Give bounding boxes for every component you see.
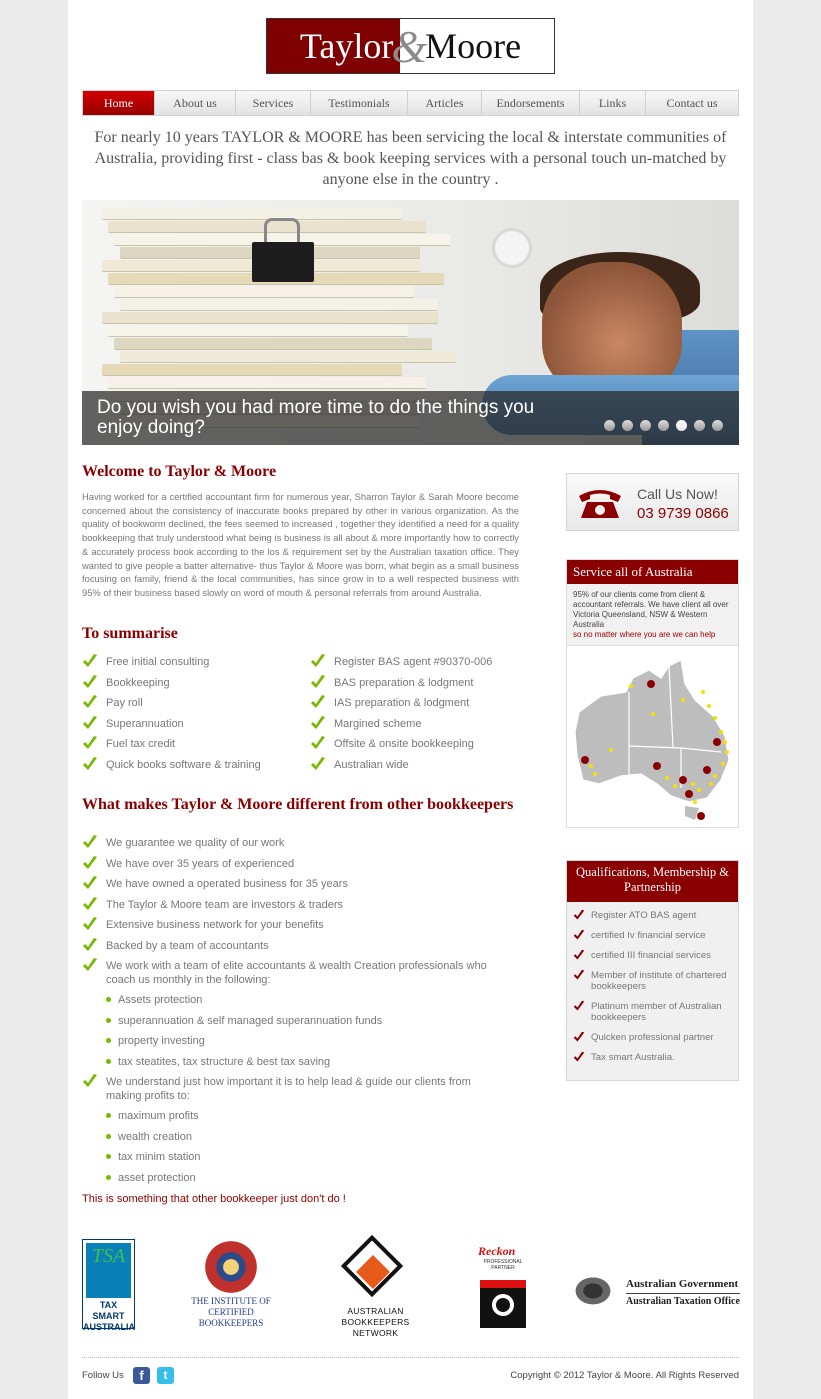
paper-sheet xyxy=(120,299,438,311)
list-item-text: We guarantee we quality of our work xyxy=(106,837,285,849)
bullet-icon xyxy=(106,1175,111,1180)
list-item xyxy=(82,1075,502,1109)
list-item xyxy=(82,696,302,717)
check-icon xyxy=(573,1031,585,1043)
tsa-mark: TSA xyxy=(86,1243,131,1298)
check-icon xyxy=(82,653,98,669)
list-item-text: Superannuation xyxy=(106,717,184,730)
check-icon xyxy=(82,674,98,690)
copyright: Copyright © 2012 Taylor & Moore. All Rights Reserved xyxy=(510,1370,739,1381)
check-icon xyxy=(310,756,326,772)
list-item xyxy=(310,717,530,738)
bullet-icon xyxy=(106,1038,111,1043)
sub-list-item xyxy=(82,1109,502,1130)
list-item xyxy=(82,939,502,960)
list-item-text: Pay roll xyxy=(106,697,143,710)
phone-icon xyxy=(575,486,625,520)
sub-list-item xyxy=(82,1150,502,1171)
list-item xyxy=(82,877,502,898)
check-icon xyxy=(310,694,326,710)
check-icon xyxy=(573,929,585,941)
slide-dot[interactable] xyxy=(640,420,651,431)
different-elite xyxy=(82,959,502,993)
sub-list-item-text: asset protection xyxy=(118,1171,196,1184)
list-item xyxy=(82,717,302,738)
list-item-text: IAS preparation & lodgment xyxy=(334,697,470,710)
footer-divider xyxy=(82,1357,739,1358)
list-item-text: Fuel tax credit xyxy=(106,738,176,751)
check-icon xyxy=(573,969,585,981)
summary-list-left xyxy=(82,655,302,779)
check-icon xyxy=(310,653,326,669)
list-item xyxy=(82,655,302,676)
list-item xyxy=(310,676,530,697)
paper-sheet xyxy=(120,351,456,363)
qualification-text: Tax smart Australia. xyxy=(591,1052,675,1063)
paper-sheet xyxy=(108,377,426,389)
service-text-block xyxy=(567,584,738,646)
qualification-item xyxy=(573,1001,734,1023)
paper-sheet xyxy=(102,312,438,324)
main-nav xyxy=(82,90,739,116)
site-logo[interactable] xyxy=(266,18,555,74)
logo-word-taylor: Taylor xyxy=(299,26,394,66)
list-item-text: Free initial consulting xyxy=(106,656,210,668)
check-icon xyxy=(82,694,98,710)
check-icon xyxy=(573,1051,585,1063)
gov-line1: Australian Government xyxy=(626,1278,739,1290)
ato-logo[interactable] xyxy=(566,1268,741,1312)
check-icon xyxy=(573,949,585,961)
qualification-text: Platinum member of Australian bookkeepers xyxy=(591,1001,722,1023)
tsa-name: TAX SMART AUSTRALIA xyxy=(83,1300,135,1332)
list-item-text: We understand just how important it is to help lead & guide our clients from making profits to: xyxy=(106,1076,471,1102)
hero-slideshow[interactable] xyxy=(82,200,739,445)
list-item xyxy=(82,918,502,939)
qualifications-heading: Qualifications, Membership & Partnership xyxy=(567,861,738,902)
nav-contact-us[interactable]: Contact us xyxy=(666,95,718,110)
nav-home[interactable]: Home xyxy=(83,91,155,115)
bullet-icon xyxy=(106,1154,111,1159)
list-item-text: We have owned a operated business for 35 years xyxy=(106,878,348,891)
call-label: Call Us Now! xyxy=(637,486,718,502)
qualification-text: certified III financial services xyxy=(591,950,711,961)
check-icon xyxy=(573,909,585,921)
sub-list-item-text: superannuation & self managed superannuation funds xyxy=(118,1014,383,1027)
check-icon xyxy=(573,1000,585,1012)
qualification-item xyxy=(573,1032,734,1043)
list-item xyxy=(82,836,502,857)
check-icon xyxy=(82,896,98,912)
icb-name: THE INSTITUTE OF CERTIFIED BOOKKEEPERS xyxy=(191,1296,271,1328)
slide-dot[interactable] xyxy=(676,420,687,431)
paper-sheet xyxy=(102,364,402,376)
check-icon xyxy=(82,855,98,871)
bullet-icon xyxy=(106,997,111,1002)
bullet-icon xyxy=(106,1134,111,1139)
gov-divider xyxy=(626,1293,740,1294)
sub-list-item-text: Assets protection xyxy=(118,994,203,1006)
hero-caption-text: Do you wish you had more time to do the things you enjoy doing? xyxy=(97,397,535,438)
binder-clip xyxy=(252,242,314,282)
paper-sheet xyxy=(114,286,414,298)
elite-sublist xyxy=(82,993,502,1075)
slide-dot[interactable] xyxy=(712,420,723,431)
list-item xyxy=(82,898,502,919)
reckon-circle xyxy=(492,1294,514,1316)
paper-sheet xyxy=(102,208,402,220)
list-item-text: Margined scheme xyxy=(334,717,422,730)
icb-crest-icon xyxy=(198,1240,264,1294)
check-icon xyxy=(82,715,98,731)
check-icon xyxy=(310,735,326,751)
welcome-heading: Welcome to Taylor & Moore xyxy=(82,463,277,480)
slide-pager xyxy=(604,420,723,431)
reckon-logo[interactable] xyxy=(478,1244,528,1328)
sub-list-item-text: tax steatites, tax structure & best tax saving xyxy=(118,1055,331,1068)
bullet-icon xyxy=(106,1018,111,1023)
list-item xyxy=(82,758,302,779)
abn-name: AUSTRALIAN BOOKKEEPERS NETWORK xyxy=(341,1306,410,1338)
icb-logo[interactable] xyxy=(188,1240,274,1330)
list-item-text: BAS preparation & lodgment xyxy=(334,676,474,689)
nav-articles[interactable]: Articles xyxy=(408,91,482,115)
slide-dot[interactable] xyxy=(622,420,633,431)
list-item xyxy=(310,655,530,676)
page xyxy=(68,0,753,1399)
sub-list-item xyxy=(82,1014,502,1035)
paper-sheet xyxy=(108,325,408,337)
service-text: 95% of our clients come from client & accountant referrals. We have client all over Victoria Queensland, NSW & Western Australia xyxy=(573,590,729,629)
list-item xyxy=(82,676,302,697)
list-item-text: We have over 35 years of experienced xyxy=(106,857,295,870)
list-item xyxy=(82,737,302,758)
slide-dot[interactable] xyxy=(604,420,615,431)
slide-dot[interactable] xyxy=(694,420,705,431)
list-item-text: Extensive business network for your benefits xyxy=(106,919,324,932)
qualification-item xyxy=(573,910,734,921)
qualification-text: certified Iv financial service xyxy=(591,930,706,941)
facebook-icon[interactable]: f xyxy=(133,1367,150,1384)
sub-list-item xyxy=(82,1055,502,1076)
logo-text xyxy=(267,19,554,73)
list-item-text: Australian wide xyxy=(334,758,409,771)
list-item xyxy=(310,696,530,717)
list-item xyxy=(82,857,502,878)
list-item xyxy=(310,758,530,779)
service-heading: Service all of Australia xyxy=(567,560,738,584)
list-item xyxy=(82,959,502,993)
reckon-sub: PROFESSIONAL PARTNER xyxy=(483,1259,523,1271)
check-icon xyxy=(310,674,326,690)
reckon-name: Reckon xyxy=(478,1244,516,1258)
list-item-text: The Taylor & Moore team are investors & traders xyxy=(106,898,344,911)
qualifications-list xyxy=(567,902,738,1063)
sub-list-item-text: maximum profits xyxy=(118,1110,199,1122)
qualification-item xyxy=(573,930,734,941)
paper-sheet xyxy=(114,338,432,350)
call-us-box[interactable] xyxy=(566,473,739,531)
tax-smart-australia-logo[interactable] xyxy=(82,1239,135,1332)
check-icon xyxy=(82,834,98,850)
australia-map xyxy=(571,656,735,824)
different-profits xyxy=(82,1075,502,1109)
different-heading: What makes Taylor & Moore different from other bookkeepers xyxy=(82,796,514,813)
nav-services[interactable]: Services xyxy=(236,91,311,115)
follow-label: Follow Us xyxy=(82,1370,124,1381)
check-icon xyxy=(82,957,98,973)
check-icon xyxy=(310,715,326,731)
list-item-text: Register BAS agent #90370-006 xyxy=(334,656,493,668)
sub-list-item-text: property investing xyxy=(118,1035,205,1048)
check-icon xyxy=(82,937,98,953)
slide-dot[interactable] xyxy=(658,420,669,431)
different-list xyxy=(82,836,502,960)
different-note: This is something that other bookkeeper just don't do ! xyxy=(82,1193,346,1205)
check-icon xyxy=(82,875,98,891)
gov-line2: Australian Taxation Office xyxy=(626,1296,740,1307)
list-item-text: We work with a team of elite accountants & wealth Creation professionals who coach us monthly in the following: xyxy=(106,960,487,986)
sub-list-item xyxy=(82,993,502,1014)
sub-list-item xyxy=(82,1171,502,1192)
qualification-item xyxy=(573,1052,734,1063)
qualification-text: Member of institute of chartered bookkeepers xyxy=(591,970,727,992)
nav-testimonials[interactable]: Testimonials xyxy=(311,91,408,115)
intro-text: For nearly 10 years TAYLOR & MOORE has been servicing the local & interstate communities of Australia, providing first - class bas & book keeping services with a personal touch un-matched by anyone else in the country . xyxy=(94,129,727,188)
list-item-text: Offsite & onsite bookkeeping xyxy=(334,738,474,751)
sub-list-item xyxy=(82,1130,502,1151)
check-icon xyxy=(82,735,98,751)
summary-list-right xyxy=(310,655,530,779)
list-item xyxy=(310,737,530,758)
bullet-icon xyxy=(106,1059,111,1064)
qualification-item xyxy=(573,950,734,961)
list-item-text: Backed by a team of accountants xyxy=(106,939,269,952)
hero-caption-bar xyxy=(82,391,739,445)
qualification-text: Register ATO BAS agent xyxy=(591,910,697,921)
list-item-text: Quick books software & training xyxy=(106,758,261,771)
list-item-text: Bookkeeping xyxy=(106,676,170,689)
sub-list-item xyxy=(82,1034,502,1055)
abn-logo[interactable] xyxy=(318,1240,433,1338)
qualification-item xyxy=(573,970,734,992)
wall-clock xyxy=(492,228,532,268)
sub-list-item-text: tax minim station xyxy=(118,1151,201,1164)
logo-word-moore: Moore xyxy=(425,26,522,66)
twitter-icon[interactable]: t xyxy=(157,1367,174,1384)
call-number[interactable]: 03 9739 0866 xyxy=(637,505,729,522)
check-icon xyxy=(82,1073,98,1089)
service-box xyxy=(566,559,739,828)
logo-ampersand: & xyxy=(391,20,428,72)
service-help: so no matter where you are we can help xyxy=(573,630,716,639)
bullet-icon xyxy=(106,1113,111,1118)
sub-list-item-text: wealth creation xyxy=(118,1130,192,1143)
profit-sublist xyxy=(82,1109,502,1191)
qualification-text: Quicken professional partner xyxy=(591,1032,714,1043)
check-icon xyxy=(82,916,98,932)
nav-endorsements[interactable]: Endorsements xyxy=(482,91,580,115)
check-icon xyxy=(82,756,98,772)
welcome-body: Having worked for a certified accountant firm for numerous year, Sharron Taylor & Sarah Moore become concerned about the consistency of inaccurate books prepared by other in various organization. As the quality of bookworm declined, the fees seemed to increased , together they identified a need for a quality bookkeeping that truly understood what being is business is all about & more importantly how to correctly & accurately process book according to the los & requirement set by the Australian taxation office. They wanted to give people a batter alternative- thus Taylor & Moore was born, what begin as a small business focusing on family, friend & the local communities, has since grow in to a well respected business with 95% of their business based slowly on word of mouth & personal referrals from around Australia. xyxy=(82,491,519,598)
coat-of-arms-icon xyxy=(566,1270,620,1308)
nav-about-us[interactable]: About us xyxy=(155,91,236,115)
nav-links[interactable]: Links xyxy=(580,91,646,115)
reckon-mark-icon xyxy=(480,1280,526,1328)
summary-heading: To summarise xyxy=(82,625,178,642)
qualifications-box xyxy=(566,860,739,1081)
